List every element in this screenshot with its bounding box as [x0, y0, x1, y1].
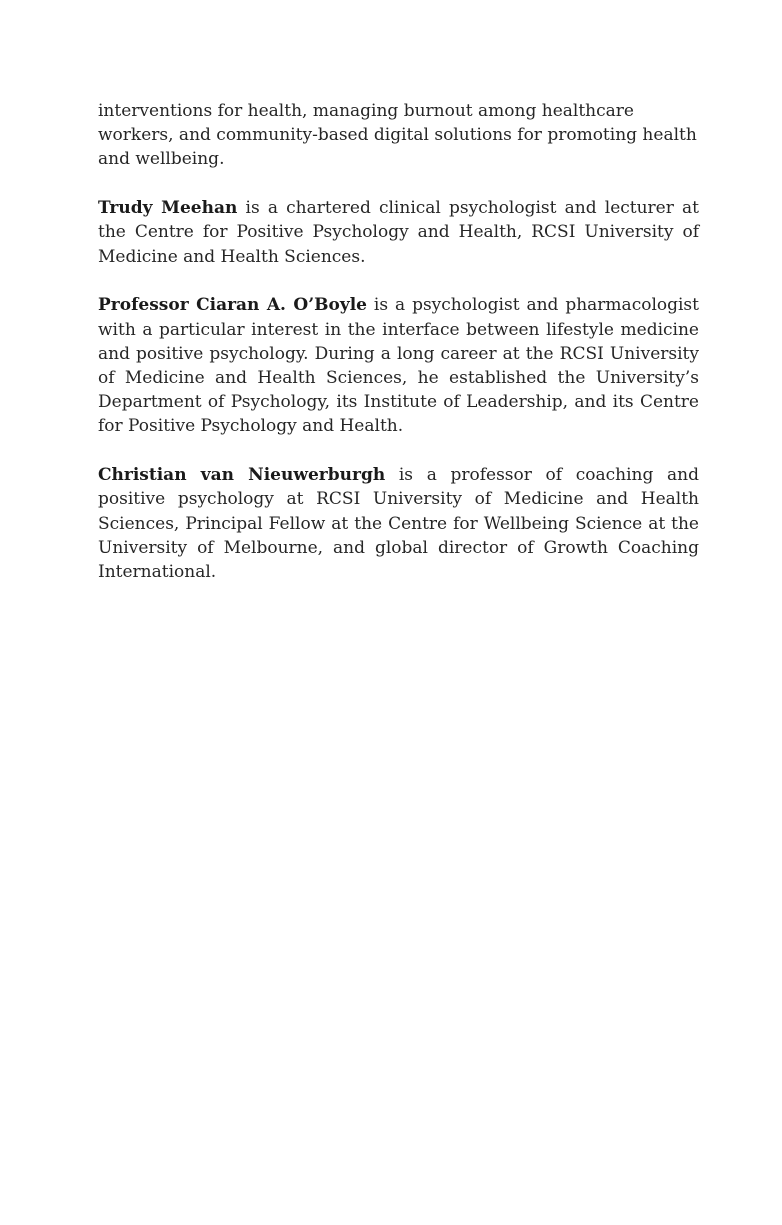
- contributor-name: Christian van Nieuwerburgh: [98, 465, 386, 486]
- bio-text: is a chartered clinical psychologist and lecturer at the Centre for Positive Psychology and Health, RCSI University of Medicine and Health Sciences.: [98, 198, 699, 267]
- bio-text: is a professor of coaching and positive psychology at RCSI University of Medicine and Health Sciences, Principal Fellow at the Centre for Wellbeing Science at the University of Melbourne, and global director of Growth Coaching International.: [98, 465, 699, 583]
- bio-text: interventions for health, managing burnout among healthcare workers, and community-based digital solutions for promoting health and wellbeing.: [98, 101, 697, 170]
- bio-paragraph-ciaran-oboyle: [98, 293, 699, 438]
- bio-paragraph-continued: [98, 99, 699, 172]
- contributor-bios: [98, 99, 699, 609]
- bio-paragraph-trudy-meehan: [98, 196, 699, 269]
- contributor-name: Professor Ciaran A. O’Boyle: [98, 295, 367, 316]
- contributor-name: Trudy Meehan: [98, 198, 238, 219]
- bio-paragraph-christian-van-nieuwerburgh: [98, 463, 699, 584]
- bio-text: is a psychologist and pharmacologist with a particular interest in the interface between lifestyle medicine and positive psychology. During a long career at the RCSI University of Medicine and Health Sciences, he established the University’s Department of Psychology, its Institute of Leadership, and its Centre for Positive Psychology and Health.: [98, 295, 699, 437]
